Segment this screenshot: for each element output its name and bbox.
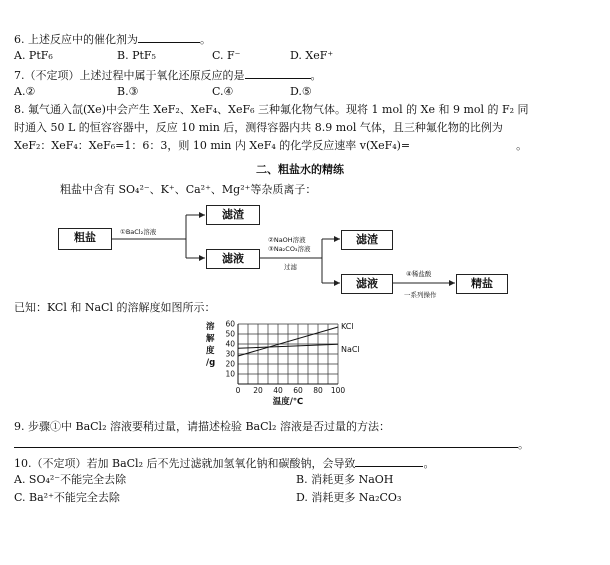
y-axis-label-char: 溶 xyxy=(206,322,215,332)
x-tick-label: 100 xyxy=(330,386,346,395)
q7-stem: 7.（不定项）上述过程中属于氧化还原反应的是 。 xyxy=(14,69,322,82)
q9-stem: 9. 步骤①中 BaCl₂ 溶液要稍过量，请描述检验 BaCl₂ 溶液是否过量的方法： xyxy=(14,420,390,433)
x-tick-label: 60 xyxy=(293,386,303,395)
q10-stem: 10.（不定项）若加 BaCl₂ 后不先过滤就加氢氧化钠和碳酸钠，会导致 。 xyxy=(14,457,435,470)
x-tick-label: 20 xyxy=(253,386,263,395)
q8-line-3: XeF₂：XeF₄：XeF₆=1：6：3，则 10 min 内 XeF₄ 的化学反应速率 v(XeF₄)= 。 xyxy=(14,139,528,152)
q10-option-a: A. SO₄²⁻不能完全去除 xyxy=(14,473,127,486)
y-tick-label: 50 xyxy=(225,329,235,339)
q7-option-d: D.⑤ xyxy=(290,85,312,98)
y-tick-label: 20 xyxy=(225,359,235,369)
x-tick-label: 40 xyxy=(273,386,283,395)
x-axis-label: 温度/℃ xyxy=(272,397,304,407)
q6-stem: 6. 上述反应中的催化剂为 。 xyxy=(14,33,211,46)
y-tick-label: 10 xyxy=(225,369,235,379)
q10-option-d: D. 消耗更多 Na₂CO₃ xyxy=(296,491,402,504)
q7-option-c: C.④ xyxy=(212,85,234,98)
y-axis-label-char: 度 xyxy=(206,346,215,356)
q8-line-2: 时通入 50 L 的恒容容器中，反应 10 min 后，测得容器内共 8.9 mol 气体，且三种氟化物的比例为 xyxy=(14,121,503,134)
y-tick-label: 60 xyxy=(225,319,235,329)
section-intro: 粗盐中含有 SO₄²⁻、K⁺、Ca²⁺、Mg²⁺等杂质离子： xyxy=(60,183,317,196)
q6-option-b: B. PtF₅ xyxy=(117,49,156,62)
q8-line-1: 8. 氟气通入氙(Xe)中会产生 XeF₂、XeF₄、XeF₆ 三种氟化物气体。现将 1 mol 的 Xe 和 9 mol 的 F₂ 同 xyxy=(14,103,529,116)
q10-option-c: C. Ba²⁺不能完全去除 xyxy=(14,491,120,504)
q9-answer-line: 。 xyxy=(14,436,529,452)
q10-option-b: B. 消耗更多 NaOH xyxy=(296,473,394,486)
y-tick-label: 30 xyxy=(225,349,235,359)
solubility-chart xyxy=(200,315,370,410)
section-title: 二、粗盐水的精练 xyxy=(256,163,344,176)
box-filtrate-1: 滤液 xyxy=(206,249,260,269)
q9-answer-blank[interactable] xyxy=(14,436,518,448)
y-axis-label-char: /g xyxy=(206,358,216,368)
label-operations: 一系列操作 xyxy=(404,291,437,299)
q6-option-c: C. F⁻ xyxy=(212,49,241,62)
x-tick-label: 80 xyxy=(313,386,323,395)
series-label-nacl: NaCl xyxy=(341,345,360,355)
box-residue-2: 滤渣 xyxy=(341,230,393,250)
box-refined-salt: 精盐 xyxy=(456,274,508,294)
q7-option-a: A.② xyxy=(14,85,36,98)
label-step-2: ②NaOH溶液 xyxy=(268,236,306,244)
box-crude-salt: 粗盐 xyxy=(58,228,112,250)
q6-option-d: D. XeF⁺ xyxy=(290,49,334,62)
box-filtrate-2: 滤液 xyxy=(341,274,393,294)
q10-answer-blank[interactable] xyxy=(355,455,423,467)
label-filter: 过滤 xyxy=(284,263,297,271)
label-step-4: ④稀盐酸 xyxy=(406,270,432,278)
known-statement: 已知：KCl 和 NaCl 的溶解度如图所示： xyxy=(14,301,216,314)
label-step-3: ③Na₂CO₃溶液 xyxy=(268,245,311,253)
box-residue-1: 滤渣 xyxy=(206,205,260,225)
label-step-1: ①BaCl₂溶液 xyxy=(120,228,157,236)
series-label-kcl: KCl xyxy=(341,322,354,331)
x-tick-label: 0 xyxy=(235,386,241,395)
y-tick-label: 40 xyxy=(225,339,235,349)
q7-option-b: B.③ xyxy=(117,85,139,98)
y-axis-label-char: 解 xyxy=(206,334,215,344)
q6-option-a: A. PtF₆ xyxy=(14,49,53,62)
